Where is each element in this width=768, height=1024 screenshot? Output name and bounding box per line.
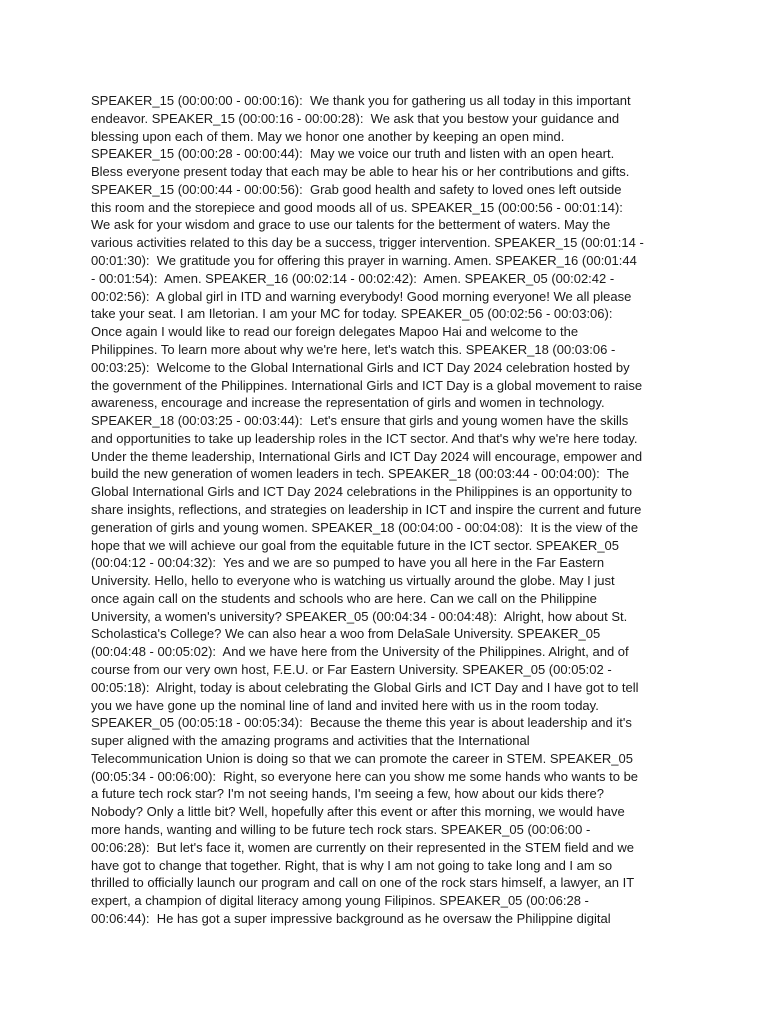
transcript-line: 00:02:56): A global girl in ITD and warning everybody! Good morning everyone! We all please (91, 288, 632, 304)
transcript-line: University, a women's university? SPEAKER_05 (00:04:34 - 00:04:48): Alright, how about St. (91, 608, 628, 624)
transcript-line: 00:05:18): Alright, today is about celebrating the Global Girls and ICT Day and I have got to tell (91, 679, 639, 695)
transcript-line: Global International Girls and ICT Day 2024 celebrations in the Philippines is an opportunity to (91, 484, 633, 500)
transcript-line: share insights, reflections, and strategies on leadership in ICT and inspire the current and future (91, 501, 642, 517)
transcript-line: take your seat. I am Iletorian. I am your MC for today. SPEAKER_05 (00:02:56 - 00:03:06): (91, 306, 613, 322)
transcript-line: 00:01:30): We gratitude you for offering this prayer in warning. Amen. SPEAKER_16 (00:01:44 (91, 253, 637, 269)
transcript-line: (00:04:12 - 00:04:32): Yes and we are so pumped to have you all here in the Far Eastern (91, 555, 605, 571)
transcript-line: Philippines. To learn more about why we're here, let's watch this. SPEAKER_18 (00:03:06 - (91, 341, 616, 357)
transcript-line: Once again I would like to read our foreign delegates Mapoo Hai and welcome to the (91, 324, 579, 340)
transcript-line: a future tech rock star? I'm not seeing hands, I'm seeing a few, how about our kids there? (91, 786, 604, 802)
transcript-line: 00:06:28): But let's face it, women are currently on their represented in the STEM field and we (91, 839, 634, 855)
transcript-line: Bless everyone present today that each may be able to hear his or her contributions and gifts. (91, 164, 630, 180)
transcript-line: (00:04:48 - 00:05:02): And we have here from the University of the Philippines. Alright, and of (91, 644, 629, 660)
transcript-line: SPEAKER_05 (00:05:18 - 00:05:34): Because the theme this year is about leadership and it's (91, 715, 632, 731)
transcript-line: this room and the storepiece and good moods all of us. SPEAKER_15 (00:00:56 - 00:01:14): (91, 199, 623, 215)
transcript-line: SPEAKER_15 (00:00:00 - 00:00:16): We thank you for gathering us all today in this important (91, 93, 631, 108)
transcript-line: Telecommunication Union is doing so that we can promote the career in STEM. SPEAKER_05 (91, 750, 633, 766)
transcript-line: We ask for your wisdom and grace to use our talents for the betterment of waters. May the (91, 217, 611, 233)
transcript-line: have got to change that together. Right, that is why I am not going to take long and I am so (91, 857, 613, 873)
transcript-line: awareness, encourage and increase the representation of girls and women in technology. (91, 395, 605, 411)
transcript-line: super aligned with the amazing programs and activities that the International (91, 733, 530, 749)
transcript-line: Nobody? Only a little bit? Well, hopefully after this event or after this morning, we would have (91, 804, 625, 820)
transcript-line: and opportunities to take up leadership roles in the ICT sector. And that's why we're here today. (91, 430, 638, 446)
transcript-line: various activities related to this day be a success, trigger intervention. SPEAKER_15 (00:01:14 - (91, 235, 644, 251)
transcript-line: the government of the Philippines. International Girls and ICT Day is a global movement to raise (91, 377, 643, 393)
transcript-line: 00:03:25): Welcome to the Global International Girls and ICT Day 2024 celebration hosted by (91, 359, 630, 375)
transcript-line: build the new generation of women leaders in tech. SPEAKER_18 (00:03:44 - 00:04:00): The (91, 466, 630, 482)
transcript-line: thrilled to officially launch our program and call on one of the rock stars himself, a lawyer, an IT (91, 875, 635, 891)
transcript-line: more hands, wanting and willing to be future tech rock stars. SPEAKER_05 (00:06:00 - (91, 822, 591, 838)
transcript-line: you we have gone up the nominal line of land and invited here with us in the room today. (91, 697, 599, 713)
transcript-line: generation of girls and young women. SPEAKER_18 (00:04:00 - 00:04:08): It is the view of the (91, 519, 639, 535)
transcript-line: SPEAKER_15 (00:00:28 - 00:00:44): May we voice our truth and listen with an open heart. (91, 146, 615, 162)
transcript-line: once again call on the students and schools who are here. Can we call on the Philippine (91, 590, 597, 606)
transcript-line: SPEAKER_15 (00:00:44 - 00:00:56): Grab good health and safety to loved ones left outside (91, 181, 622, 197)
transcript-line: expert, a champion of digital literacy among young Filipinos. SPEAKER_05 (00:06:28 - (91, 893, 589, 909)
transcript-line: endeavor. SPEAKER_15 (00:00:16 - 00:00:28): We ask that you bestow your guidance and (91, 110, 620, 126)
transcript-line: 00:06:44): He has got a super impressive background as he oversaw the Philippine digital (91, 910, 611, 926)
transcript-line: course from our very own host, F.E.U. or Far Eastern University. SPEAKER_05 (00:05:02 - (91, 662, 612, 677)
transcript-line: University. Hello, hello to everyone who is watching us virtually around the globe. May I just (91, 573, 615, 589)
transcript-line: Scholastica's College? We can also hear a woo from DelaSale University. SPEAKER_05 (91, 626, 601, 642)
transcript-line: SPEAKER_18 (00:03:25 - 00:03:44): Let's ensure that girls and young women have the skills (91, 413, 629, 429)
transcript-line: hope that we will achieve our goal from the equitable future in the ICT sector. SPEAKER_05 (91, 537, 620, 553)
transcript-line: blessing upon each of them. May we honor one another by keeping an open mind. (91, 128, 565, 144)
transcript-text-block (91, 92, 691, 928)
transcript-line: - 00:01:54): Amen. SPEAKER_16 (00:02:14 - 00:02:42): Amen. SPEAKER_05 (00:02:42 - (91, 270, 615, 286)
transcript-line: (00:05:34 - 00:06:00): Right, so everyone here can you show me some hands who wants to be (91, 768, 639, 784)
transcript-line: Under the theme leadership, International Girls and ICT Day 2024 will encourage, empower and (91, 448, 643, 464)
